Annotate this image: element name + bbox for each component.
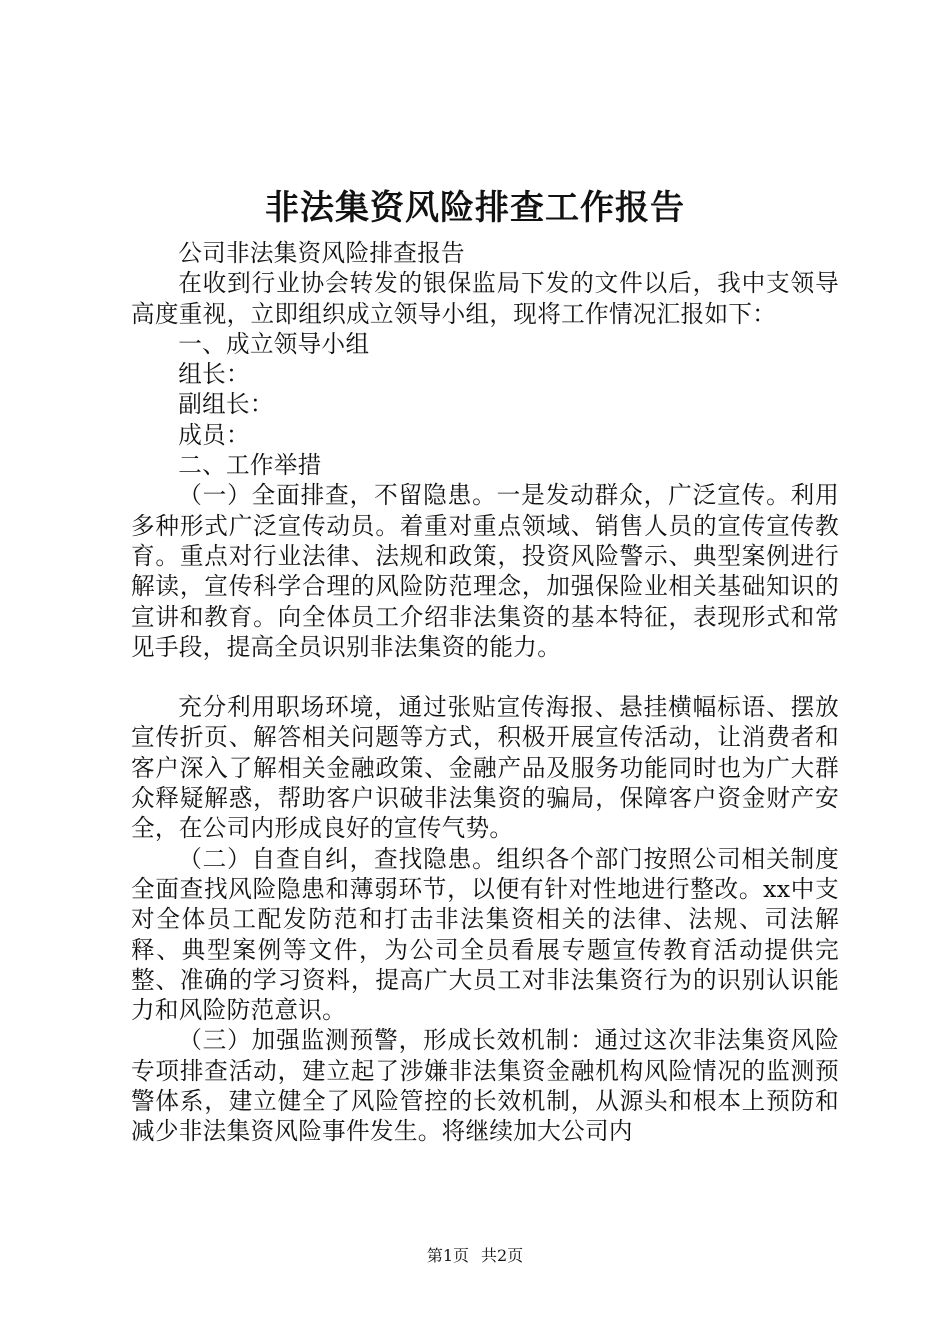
measure-paragraph-3: （三）加强监测预警，形成长效机制：通过这次非法集资风险专项排查活动，建立起了涉嫌非法集资金融机构风险情况的监测预警体系，建立健全了风险管控的长效机制，从源头和根本上预防和减少非法集资风险事件发生。将继续加大公司内 — [131, 1026, 839, 1146]
members-line: 成员： — [178, 420, 250, 449]
page-total: 共2页 — [481, 1246, 524, 1265]
section-heading-1: 一、成立领导小组 — [178, 329, 370, 358]
document-title: 非法集资风险排查工作报告 — [265, 188, 685, 228]
measure-paragraph-2: （二）自查自纠，查找隐患。组织各个部门按照公司相关制度全面查找风险隐患和薄弱环节，以便有针对性地进行整改。xx中支对全体员工配发防范和打击非法集资相关的法律、法规、司法解释、典型案例等文件，为公司全员看展专题宣传教育活动提供完整、准确的学习资料，提高广大员工对非法集资行为的识别认识能力和风险防范意识。 — [131, 844, 839, 1025]
intro-paragraph: 在收到行业协会转发的银保监局下发的文件以后，我中支领导高度重视，立即组织成立领导小组，现将工作情况汇报如下： — [131, 269, 839, 328]
publicity-paragraph: 充分利用职场环境，通过张贴宣传海报、悬挂横幅标语、摆放宣传折页、解答相关问题等方式，积极开展宣传活动，让消费者和客户深入了解相关金融政策、金融产品及服务功能同时也为广大群众释疑解惑，帮助客户识破非法集资的骗局，保障客户资金财产安全，在公司内形成良好的宣传气势。 — [131, 693, 839, 843]
report-subtitle: 公司非法集资风险排查报告 — [178, 239, 465, 267]
leader-line: 组长： — [178, 360, 250, 389]
measure-paragraph-1: （一）全面排查，不留隐患。一是发动群众，广泛宣传。利用多种形式广泛宣传动员。着重对重点领域、销售人员的宣传宣传教育。重点对行业法律、法规和政策，投资风险警示、典型案例进行解读，宣传科学合理的风险防范理念，加强保险业相关基础知识的宣讲和教育。向全体员工介绍非法集资的基本特征，表现形式和常见手段，提高全员识别非法集资的能力。 — [131, 481, 839, 661]
page-footer — [0, 1246, 950, 1266]
section-heading-2: 二、工作举措 — [178, 451, 322, 480]
document-body — [131, 238, 839, 1147]
page-number: 第1页 — [426, 1246, 469, 1265]
deputy-leader-line: 副组长： — [178, 390, 274, 419]
